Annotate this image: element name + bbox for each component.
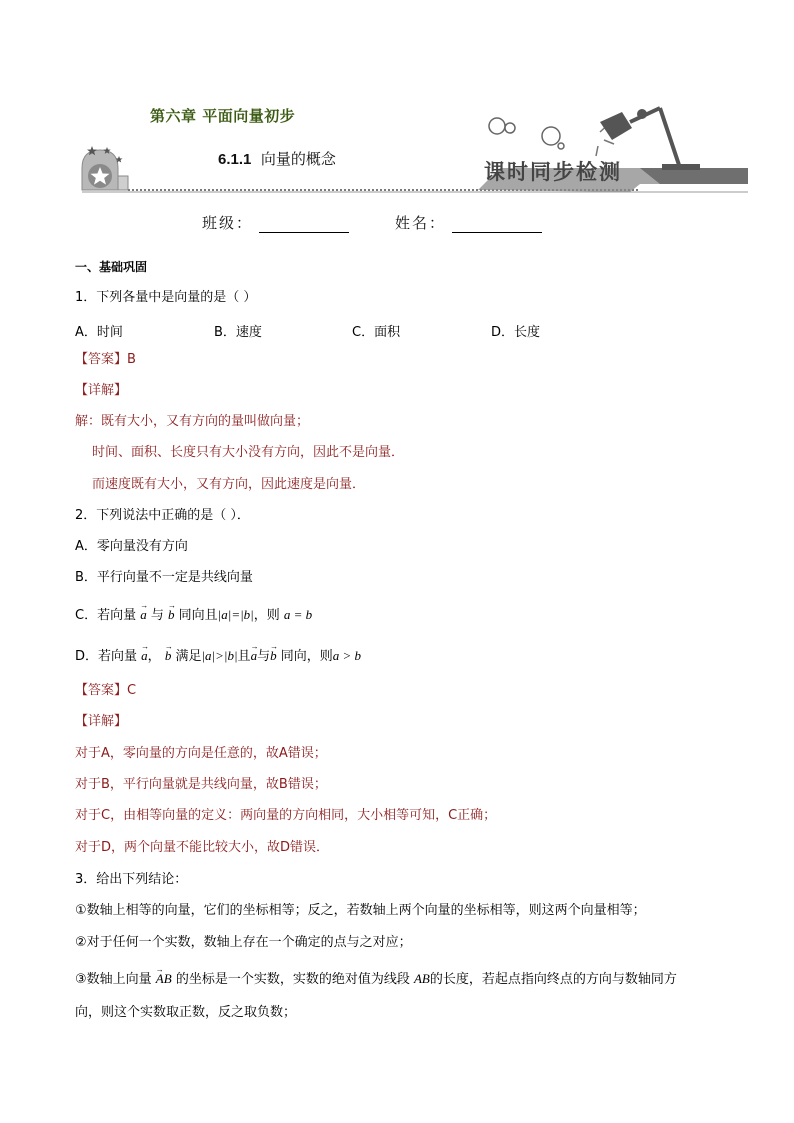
q1-option-c: C．面积	[352, 325, 401, 340]
q2-stem: 2．下列说法中正确的是（ ）．	[75, 508, 250, 523]
header-decoration	[0, 0, 794, 200]
class-label: 班级：	[202, 214, 254, 232]
q3-item-1: ①数轴上相等的向量，它们的坐标相等；反之，若数轴上两个向量的坐标相等，则这两个向量相等；	[75, 903, 646, 918]
q1-option-b: B．速度	[214, 325, 262, 340]
q1-explain-1: 解：既有大小，又有方向的量叫做向量；	[75, 414, 310, 429]
q3-stem: 3．给出下列结论：	[75, 872, 188, 887]
q2-option-d: D．若向量 → a， → b 满足|a|>|b|且→ a与→ b 同向，则a > b	[75, 648, 361, 665]
q1-explain-3: 而速度既有大小，又有方向，因此速度是向量．	[92, 477, 366, 492]
class-field[interactable]	[202, 212, 349, 233]
name-blank[interactable]	[452, 218, 542, 233]
q1-answer: 【答案】B	[75, 352, 136, 367]
q2-option-b: B．平行向量不一定是共线向量	[75, 570, 253, 585]
chapter-title: 第六章 平面向量初步	[150, 107, 296, 125]
q2-option-c: C．若向量 → a 与 → b 同向且|a|=|b|，则 a = b	[75, 607, 312, 624]
section-name: 向量的概念	[260, 150, 336, 168]
q2-answer: 【答案】C	[75, 683, 137, 698]
q2-detail-label: 【详解】	[75, 714, 128, 729]
name-label: 姓名：	[395, 214, 447, 232]
name-field[interactable]	[395, 212, 542, 233]
banner-text: 课时同步检测	[484, 159, 622, 184]
q1-detail-label: 【详解】	[75, 383, 128, 398]
q1-stem: 1．下列各量中是向量的是（ ）	[75, 290, 257, 305]
q1-option-d: D．长度	[491, 325, 541, 340]
star-badge-icon	[82, 146, 128, 190]
class-blank[interactable]	[259, 218, 349, 233]
section-number: 6.1.1	[218, 151, 252, 168]
q1-explain-2: 时间、面积、长度只有大小没有方向，因此不是向量．	[92, 445, 405, 460]
q3-item-3-cont: 向，则这个实数取正数，反之取负数；	[75, 1005, 297, 1020]
q2-option-a: A．零向量没有方向	[75, 539, 188, 554]
q2-explain-1: 对于A，零向量的方向是任意的，故A错误；	[75, 746, 327, 761]
part-title: 一、基础巩固	[75, 260, 148, 274]
q3-item-3: ③数轴上向量 → AB 的坐标是一个实数，实数的绝对值为线段 AB的长度，若起点指向终点的方向与数轴同方	[75, 971, 677, 988]
q2-explain-4: 对于D，两个向量不能比较大小，故D错误．	[75, 840, 330, 855]
section-title	[218, 148, 336, 169]
q2-explain-2: 对于B，平行向量就是共线向量，故B错误；	[75, 777, 327, 792]
q1-option-a: A．时间	[75, 325, 123, 340]
q2-explain-3: 对于C，由相等向量的定义：两向量的方向相同，大小相等可知，C正确；	[75, 808, 497, 823]
q3-item-2: ②对于任何一个实数，数轴上存在一个确定的点与之对应；	[75, 935, 412, 950]
